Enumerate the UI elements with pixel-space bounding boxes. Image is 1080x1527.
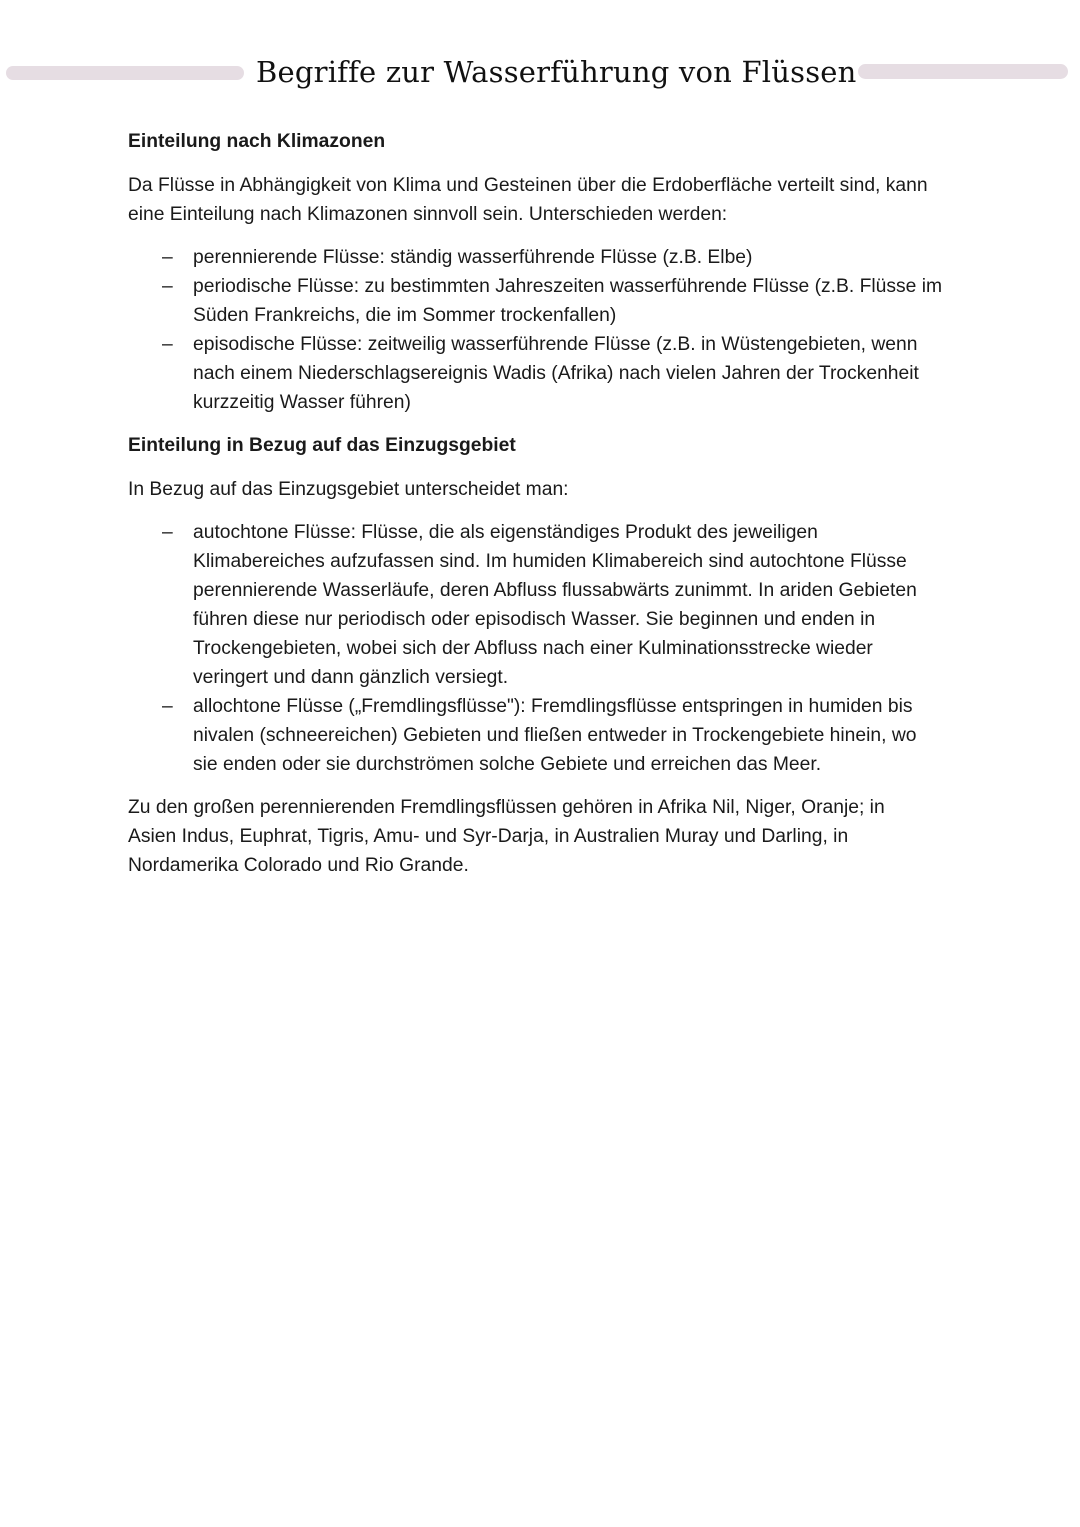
- intro-paragraph-einzugsgebiet: [128, 475, 958, 504]
- intro-paragraph-klimazonen: [128, 171, 958, 229]
- text-line: Nordamerika Colorado und Rio Grande.: [128, 855, 469, 876]
- section-heading-einzugsgebiet: Einteilung in Bezug auf das Einzugsgebiet: [128, 435, 516, 456]
- text-line: allochtone Flüsse („Fremdlingsflüsse"): Fremdlingsflüsse entspringen in humiden bis: [193, 696, 913, 717]
- text-line: eine Einteilung nach Klimazonen sinnvoll sein. Unterschieden werden:: [128, 204, 728, 225]
- text-line: perennierende Flüsse: ständig wasserführende Flüsse (z.B. Elbe): [193, 247, 753, 268]
- title-decoration-right: [858, 64, 1068, 79]
- list-item-allochtone: [128, 692, 958, 779]
- text-line: episodische Flüsse: zeitweilig wasserführende Flüsse (z.B. in Wüstengebieten, wenn: [193, 334, 918, 355]
- text-line: In Bezug auf das Einzugsgebiet unterscheidet man:: [128, 479, 569, 500]
- section-heading-klimazonen: Einteilung nach Klimazonen: [128, 131, 386, 152]
- text-line: periodische Flüsse: zu bestimmten Jahreszeiten wasserführende Flüsse (z.B. Flüsse im: [193, 276, 943, 297]
- list-item-perennierende: [128, 243, 958, 272]
- title-bar: [0, 52, 1080, 92]
- list-einzugsgebiet: [128, 518, 958, 779]
- text-line: autochtone Flüsse: Flüsse, die als eigenständiges Produkt des jeweiligen: [193, 522, 818, 543]
- text-line: Trockengebieten, wobei sich der Abfluss nach einer Kulminationsstrecke wieder: [193, 638, 873, 659]
- list-klimazonen: [128, 243, 958, 417]
- text-line: Süden Frankreichs, die im Sommer trockenfallen): [193, 305, 617, 326]
- text-line: kurzzeitig Wasser führen): [193, 392, 411, 413]
- title-decoration-left: [6, 66, 244, 80]
- dash-bullet: –: [162, 334, 173, 355]
- page-title: Begriffe zur Wasserführung von Flüssen: [256, 55, 857, 89]
- text-line: nivalen (schneereichen) Gebieten und fließen entweder in Trockengebiete hinein, wo: [193, 725, 917, 746]
- text-line: nach einem Niederschlagsereignis Wadis (Afrika) nach vielen Jahren der Trockenheit: [193, 363, 919, 384]
- list-item-episodische: [128, 330, 958, 417]
- text-line: veringert und dann gänzlich versiegt.: [193, 667, 509, 688]
- text-line: perennierende Wasserläufe, deren Abfluss flussabwärts zunimmt. In ariden Gebieten: [193, 580, 917, 601]
- text-line: Zu den großen perennierenden Fremdlingsflüssen gehören in Afrika Nil, Niger, Oranje; in: [128, 797, 885, 818]
- text-line: Klimabereiches aufzufassen sind. Im humiden Klimabereich sind autochtone Flüsse: [193, 551, 907, 572]
- text-line: führen diese nur periodisch oder episodisch Wasser. Sie beginnen und enden in: [193, 609, 876, 630]
- list-item-autochtone: [128, 518, 958, 692]
- closing-paragraph: [128, 793, 958, 880]
- dash-bullet: –: [162, 276, 173, 297]
- list-item-periodische: [128, 272, 958, 330]
- text-line: sie enden oder sie durchströmen solche Gebiete und erreichen das Meer.: [193, 754, 822, 775]
- text-line: Asien Indus, Euphrat, Tigris, Amu- und Syr-Darja, in Australien Muray und Darling, in: [128, 826, 849, 847]
- document-body: [128, 127, 958, 894]
- dash-bullet: –: [162, 696, 173, 717]
- dash-bullet: –: [162, 522, 173, 543]
- dash-bullet: –: [162, 247, 173, 268]
- text-line: Da Flüsse in Abhängigkeit von Klima und Gesteinen über die Erdoberfläche verteilt sind, kann: [128, 175, 928, 196]
